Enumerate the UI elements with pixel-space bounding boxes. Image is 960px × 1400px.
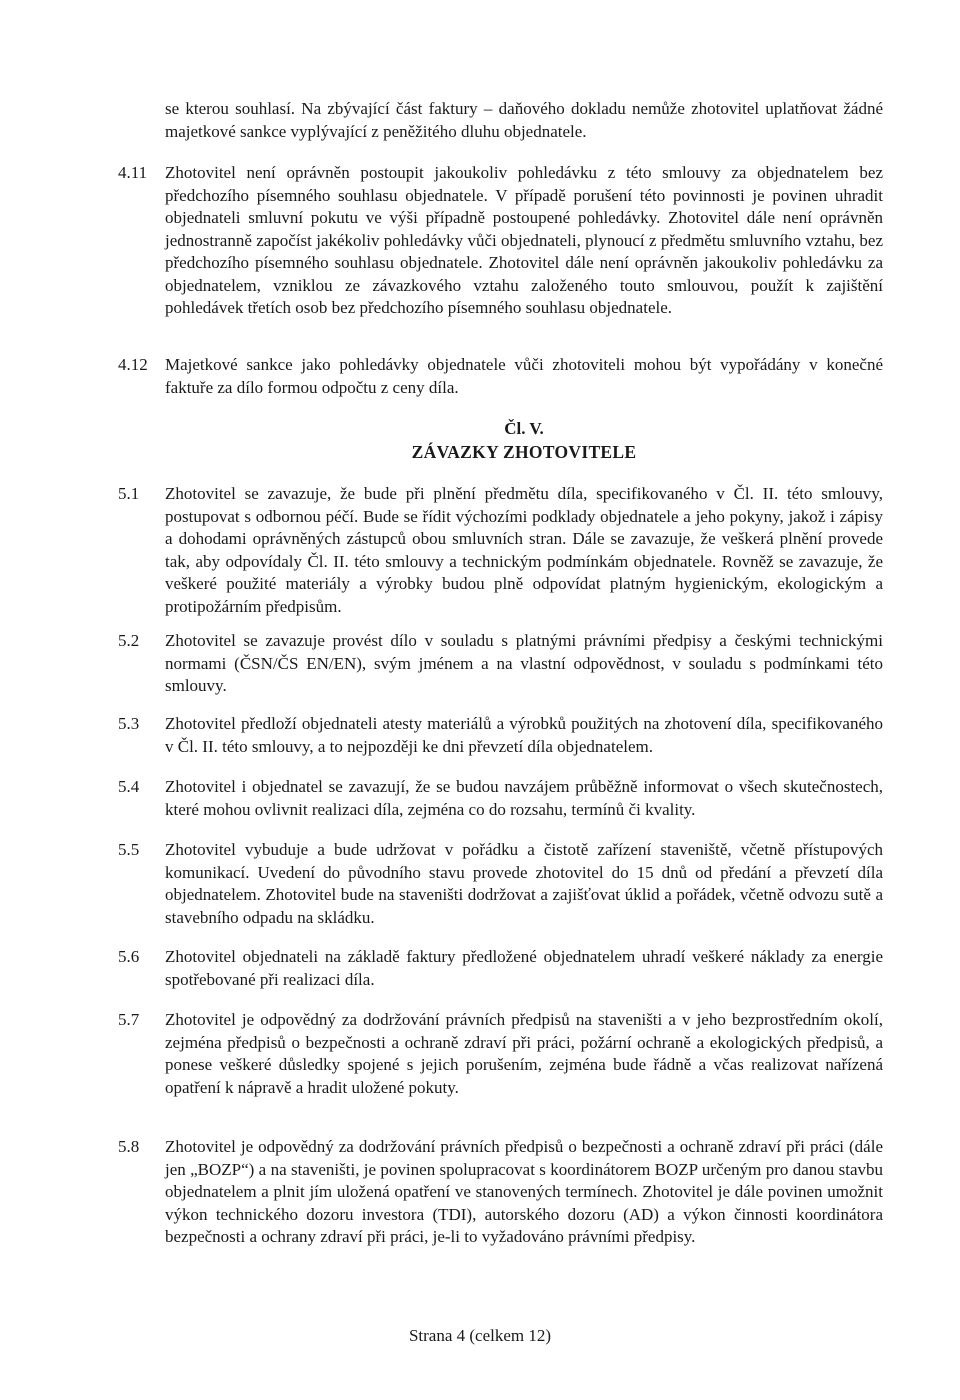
clause-text: Zhotovitel i objednatel se zavazují, že se budou navzájem průběžně informovat o všech skutečnostech, které mohou ovlivnit realizaci díla, zejména co do rozsahu, termínů či kvality. xyxy=(165,777,883,819)
article-number: Čl. V. xyxy=(504,419,544,438)
clause-number: 5.6 xyxy=(118,947,140,966)
clause-text: Majetkové sankce jako pohledávky objednatele vůči zhotoviteli mohou být vypořádány v konečné faktuře za dílo formou odpočtu z ceny díla. xyxy=(165,355,883,397)
page-footer: Strana 4 (celkem 12) xyxy=(408,1326,552,1345)
clause-number: 5.2 xyxy=(118,631,140,650)
clause-5-3 xyxy=(118,713,883,758)
clause-text: Zhotovitel objednateli na základě faktury předložené objednatelem uhradí veškeré náklady za energie spotřebované při realizaci díla. xyxy=(165,947,883,989)
clause-5-2 xyxy=(118,630,883,698)
clause-number: 5.1 xyxy=(118,484,140,503)
clause-number: 4.11 xyxy=(118,163,148,182)
clause-5-4 xyxy=(118,776,883,821)
clause-text: Zhotovitel je odpovědný za dodržování právních předpisů o bezpečnosti a ochraně zdraví při práci (dále jen „BOZP“) a na staveništi, je povinen spolupracovat s koordinátorem BOZP určeným pro danou stavbu objednatelem a plnit jím uložená opatření ve stanovených termínech. Zhotovitel je dále povinen umožnit výkon technického dozoru investora (TDI), autorského dozoru (AD) a výkon činnosti koordinátora bezpečnosti a ochrany zdraví při práci, je-li to vyžadováno právními předpisy. xyxy=(165,1137,883,1246)
section-title: ZÁVAZKY ZHOTOVITELE xyxy=(411,442,637,462)
clause-4-12 xyxy=(118,354,883,399)
clause-5-8 xyxy=(118,1136,883,1249)
clause-text: Zhotovitel není oprávněn postoupit jakoukoliv pohledávku z této smlouvy za objednatelem bez předchozího písemného souhlasu objednatele. V případě porušení této povinnosti je povinen uhradit objednateli smluvní pokutu ve výši případně postoupené pohledávky. Zhotovitel dále není oprávněn jednostranně započíst jakékoliv pohledávky vůči objednateli, plynoucí z předmětu smluvního vztahu, bez předchozího písemného souhlasu objednatele. Zhotovitel dále není oprávněn jakoukoliv pohledávku za objednatelem, vzniklou ze závazkového vztahu založeného touto smlouvou, použít k zajištění pohledávek třetích osob bez předchozího písemného souhlasu objednatele. xyxy=(165,163,883,317)
clause-number: 5.5 xyxy=(118,840,140,859)
clause-number: 5.3 xyxy=(118,714,140,733)
clause-text: Zhotovitel vybuduje a bude udržovat v pořádku a čistotě zařízení staveniště, včetně přístupových komunikací. Uvedení do původního stavu provede zhotovitel do 15 dnů od předání a převzetí díla objednatelem. Zhotovitel bude na staveništi dodržovat a zajišťovat úklid a pořádek, včetně odvozu sutě a stavebního odpadu na skládku. xyxy=(165,840,883,927)
clause-number: 5.4 xyxy=(118,777,140,796)
clause-text: Zhotovitel předloží objednateli atesty materiálů a výrobků použitých na zhotovení díla, specifikovaného v Čl. II. této smlouvy, a to nejpozději ke dni převzetí díla objednatelem. xyxy=(165,714,883,756)
clause-number: 5.8 xyxy=(118,1137,140,1156)
clause-text: Zhotovitel se zavazuje, že bude při plnění předmětu díla, specifikovaného v Čl. II. této smlouvy, postupovat s odbornou péčí. Bude se řídit výchozími podklady objednatele a jeho pokyny, jakož i zápisy a dohodami oprávněných zástupců obou smluvních stran. Dále se zavazuje, že veškerá plnění provede tak, aby odpovídaly Čl. II. této smlouvy a technickým podmínkám objednatele. Rovněž se zavazuje, že veškeré použité materiály a výrobky budou plně odpovídat platným hygienickým, ekologickým a protipožárním předpisům. xyxy=(165,484,883,616)
intro-paragraph: se kterou souhlasí. Na zbývající část faktury – daňového dokladu nemůže zhotovitel uplatňovat žádné majetkové sankce vyplývající z peněžitého dluhu objednatele. xyxy=(165,99,883,141)
clause-5-6 xyxy=(118,946,883,991)
clause-4-11 xyxy=(118,162,883,320)
clause-5-1 xyxy=(118,483,883,618)
clause-number: 5.7 xyxy=(118,1010,140,1029)
clause-text: Zhotovitel je odpovědný za dodržování právních předpisů na staveništi a v jeho bezprostředním okolí, zejména předpisů o bezpečnosti a ochraně zdraví při práci, požární ochraně a ekologických předpisů, a ponese veškeré důsledky spojené s jejich porušením, zejména bude řádně a včas realizovat nařízená opatření k nápravě a hradit uložené pokuty. xyxy=(165,1010,883,1097)
clause-5-5 xyxy=(118,839,883,929)
clause-number: 4.12 xyxy=(118,355,148,374)
clause-text: Zhotovitel se zavazuje provést dílo v souladu s platnými právními předpisy a českými technickými normami (ČSN/ČS EN/EN), svým jménem a na vlastní odpovědnost, v souladu s podmínkami této smlouvy. xyxy=(165,631,883,695)
clause-5-7 xyxy=(118,1009,883,1099)
